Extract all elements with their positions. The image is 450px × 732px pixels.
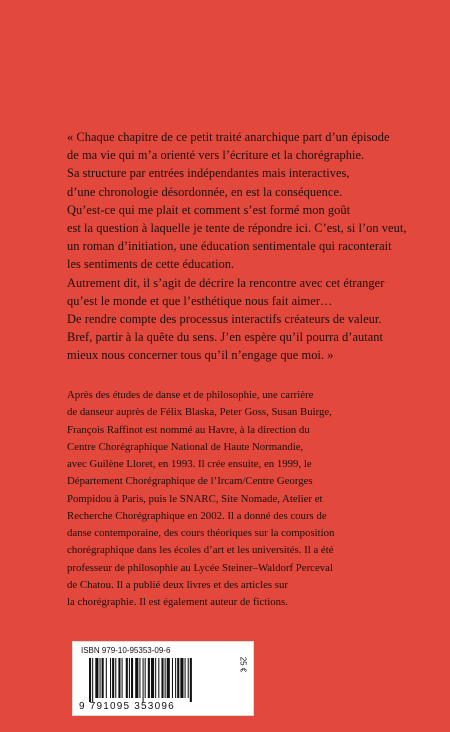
barcode-bar [175,658,176,698]
bio-line: Centre Chorégraphique National de Haute Normandie, [67,440,304,453]
quote-line: Sa structure par entrées indépendantes mais interactives, [67,166,350,181]
barcode-bar [143,658,144,702]
bio-line: avec Guilène Lloret, en 1993. Il crée ensuite, en 1999, le [67,458,312,470]
barcode-bar [185,658,186,698]
quote-line: Qu’est-ce qui me plait et comment s’est formé mon goût [67,202,351,217]
quote-line: un roman d’initiation, une éducation sentimentale qui raconterait [67,239,392,254]
barcode-bar [148,658,150,698]
bio-line: la chorégraphie. Il est également auteur de fictions. [67,596,288,608]
barcode-bar [89,658,91,702]
bio-line: de Chatou. Il a publié deux livres et des articles sur [67,578,288,591]
barcode-bar [122,658,123,698]
barcode-bar [131,658,133,698]
barcode-bar [135,658,138,698]
quote-line: les sentiments de cette éducation. [67,257,235,272]
bio-line: chorégraphique dans les écoles d’art et les universités. Il a été [67,544,334,557]
quote-line: De rendre compte des processus interactifs créateurs de valeur. [67,312,382,327]
barcode-bar [190,658,192,702]
bio-line: François Raffinot est nommé au Havre, à la direction du [67,423,310,436]
bio-line: Pompidou à Paris, puis le SNARC, Site Nomade, Atelier et [67,492,323,505]
blurb-quote [67,128,417,365]
bio-line: de danseur auprès de Félix Blaska, Peter Goss, Susan Buirge, [67,406,332,419]
barcode-bar [95,658,98,698]
barcode-bar [92,658,93,702]
barcode-bar [112,658,114,698]
quote-line: Autrement dit, il s’agit de décrire la rencontre avec cet étranger [67,275,385,290]
bio-line: professeur de philosophie au Lycée Steiner–Waldorf Perceval [67,561,333,574]
barcode-bar [139,658,140,698]
barcode-bar [118,658,120,698]
barcode-bar [177,658,179,698]
quote-line: est la question à laquelle je tente de répondre ici. C’est, si l’on veut, [67,221,407,236]
barcode-bar [180,658,183,698]
isbn-barcode-label [72,641,254,716]
barcode-bar [172,658,173,698]
barcode-bar [165,658,166,698]
author-biography [67,387,417,611]
barcode-bar [145,658,146,698]
barcode-digits: 9 791095 353096 [79,701,175,712]
barcode-bar [129,658,130,698]
barcode-bar [167,658,170,698]
barcode-bar [126,658,128,698]
bio-line: Après des études de danse et de philosophie, une carrière [67,389,314,401]
barcode-bar [106,658,107,698]
barcode-bar [110,658,111,698]
barcode-bar [102,658,104,698]
barcode-bar [188,658,189,698]
price-tag: 25 € [238,656,248,673]
quote-line: mieux nous concerner tous qu’il n’engage que moi. » [67,348,334,363]
quote-line: qu’est le monde et que l’esthétique nous fait aimer… [67,293,333,308]
quote-line: de ma vie qui m’a orienté vers l’écriture et la chorégraphie. [67,148,365,163]
barcode-bar [100,658,101,698]
barcode-bar [151,658,154,698]
barcode-bar [161,658,163,698]
barcode-bar [155,658,156,698]
barcode-bar [115,658,116,698]
bio-line: danse contemporaine, des cours théoriques sur la composition [67,527,335,539]
quote-line: d’une chronologie désordonnée, en est la conséquence. [67,184,343,199]
isbn-number: ISBN 979-10-95353-09-6 [81,646,171,655]
barcode-icon [87,658,227,702]
quote-line: Bref, partir à la quête du sens. J’en espère qu’il pourra d’autant [67,330,384,345]
bio-line: Recherche Chorégraphique en 2002. Il a donné des cours de [67,509,327,522]
bio-line: Département Chorégraphique de l’Ircam/Centre Georges [67,475,313,488]
barcode-bar [158,658,159,698]
quote-line: « Chaque chapitre de ce petit traité anarchique part d’un épisode [67,130,390,144]
